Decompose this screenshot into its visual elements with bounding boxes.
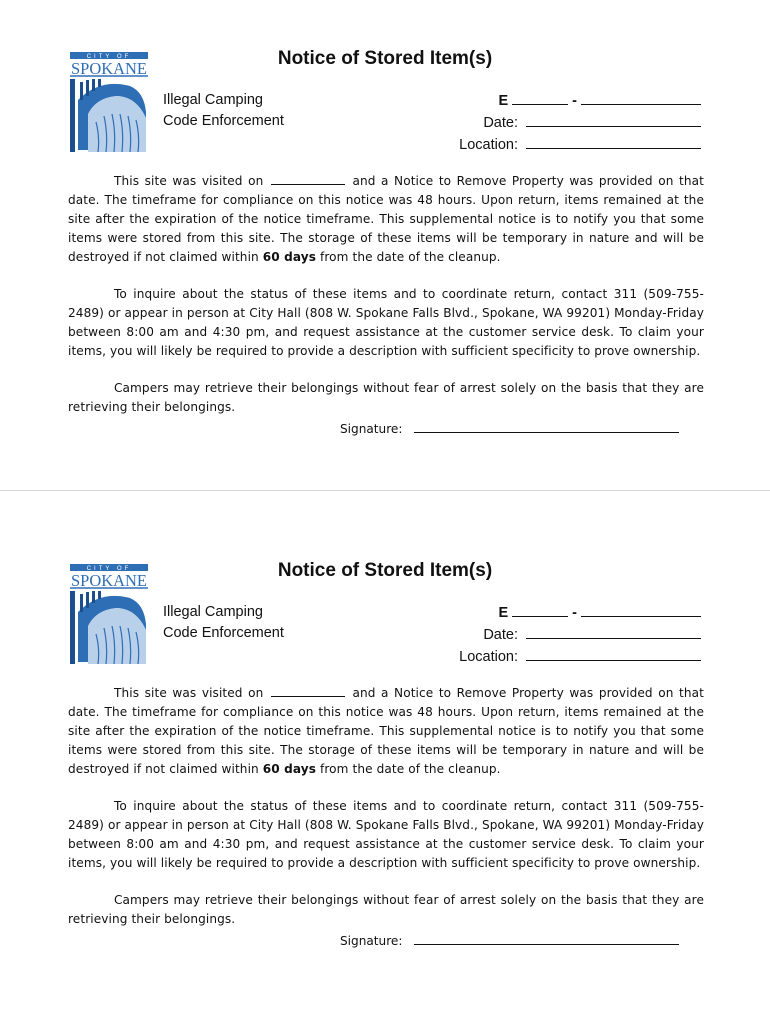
department-line-2: Code Enforcement [163, 625, 284, 641]
case-number-field-2[interactable] [581, 90, 701, 105]
visit-text-c: from the date of the cleanup. [320, 250, 501, 264]
case-prefix-label: E [498, 93, 509, 109]
notice-title: Notice of Stored Item(s) [277, 560, 493, 581]
retention-days: 60 days [262, 250, 317, 264]
signature-label: Signature: [340, 422, 403, 436]
department-line-2: Code Enforcement [163, 113, 284, 129]
visit-text-a: This site was visited on [114, 174, 264, 188]
svg-text:SPOKANE: SPOKANE [71, 571, 147, 590]
visit-date-field[interactable] [271, 173, 345, 185]
location-field[interactable] [526, 134, 701, 149]
department-block [163, 90, 284, 132]
date-label: Date: [483, 115, 518, 131]
visit-text-a: This site was visited on [114, 686, 264, 700]
case-number-row [459, 602, 701, 624]
date-field[interactable] [526, 112, 701, 127]
svg-text:CITY OF: CITY OF [86, 566, 132, 572]
paragraph-campers: Campers may retrieve their belongings without fear of arrest solely on the basis that they are retrieving their belongings. [68, 893, 704, 926]
case-prefix-label: E [498, 605, 509, 621]
signature-label: Signature: [340, 934, 403, 948]
department-block [163, 602, 284, 644]
paragraph-inquire: To inquire about the status of these items and to coordinate return, contact 311 (509-755-2489) or appear in person at City Hall (808 W. Spokane Falls Blvd., Spokane, WA 99201) Monday-Friday between 8:00 am and 4:30 pm, and request assistance at the customer service desk. To claim your items, you will likely be required to provide a description with sufficient specificity to prove ownership. [68, 799, 704, 870]
visit-text-b: and a Notice to Remove Property was provided on that date. The timeframe for compliance on this notice was 48 hours. Upon return, items remained at the site after the expiration of the notice timeframe. This supplemental notice is to notify you that some items were stored from this site. The storage of these items will be temporary in nature and will be destroyed if not claimed within [68, 686, 704, 776]
paragraph-visit [68, 684, 704, 779]
date-label: Date: [483, 627, 518, 643]
svg-text:CITY OF: CITY OF [86, 54, 132, 60]
case-dash: - [572, 93, 577, 109]
location-label: Location: [459, 137, 518, 153]
case-number-row [459, 90, 701, 112]
case-dash: - [572, 605, 577, 621]
svg-text:SPOKANE: SPOKANE [71, 59, 147, 78]
visit-text-c: from the date of the cleanup. [320, 762, 501, 776]
notice-title: Notice of Stored Item(s) [277, 48, 493, 69]
visit-text-b: and a Notice to Remove Property was provided on that date. The timeframe for compliance on this notice was 48 hours. Upon return, items remained at the site after the expiration of the notice timeframe. This supplemental notice is to notify you that some items were stored from this site. The storage of these items will be temporary in nature and will be destroyed if not claimed within [68, 174, 704, 264]
visit-date-field[interactable] [271, 685, 345, 697]
signature-field[interactable] [414, 420, 679, 433]
notice-body [68, 172, 704, 417]
location-label: Location: [459, 649, 518, 665]
department-line-1: Illegal Camping [163, 92, 263, 108]
location-row [459, 646, 701, 668]
location-field[interactable] [526, 646, 701, 661]
case-number-field-2[interactable] [581, 602, 701, 617]
header-fields [459, 90, 701, 156]
signature-row [340, 932, 679, 948]
page-divider [0, 490, 770, 491]
date-row [459, 112, 701, 134]
paragraph-campers: Campers may retrieve their belongings without fear of arrest solely on the basis that they are retrieving their belongings. [68, 381, 704, 414]
department-line-1: Illegal Camping [163, 604, 263, 620]
paragraph-visit [68, 172, 704, 267]
signature-row [340, 420, 679, 436]
retention-days: 60 days [262, 762, 317, 776]
location-row [459, 134, 701, 156]
case-number-field-1[interactable] [512, 602, 568, 617]
case-number-field-1[interactable] [512, 90, 568, 105]
date-row [459, 624, 701, 646]
notice-body [68, 684, 704, 929]
header-fields [459, 602, 701, 668]
signature-field[interactable] [414, 932, 679, 945]
paragraph-inquire: To inquire about the status of these items and to coordinate return, contact 311 (509-755-2489) or appear in person at City Hall (808 W. Spokane Falls Blvd., Spokane, WA 99201) Monday-Friday between 8:00 am and 4:30 pm, and request assistance at the customer service desk. To claim your items, you will likely be required to provide a description with sufficient specificity to prove ownership. [68, 287, 704, 358]
date-field[interactable] [526, 624, 701, 639]
